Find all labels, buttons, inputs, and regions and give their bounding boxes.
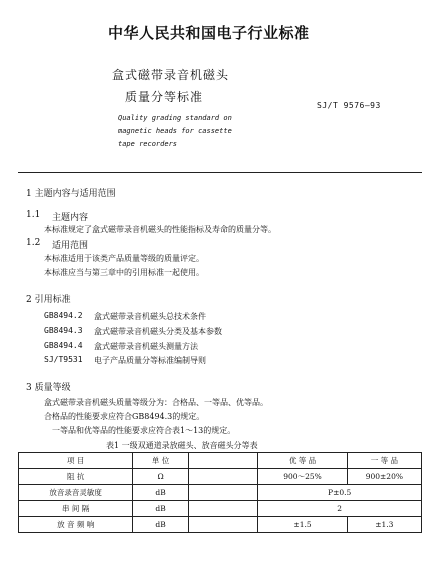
top-divider: [18, 172, 422, 173]
section-1-1-heading: 主题内容: [52, 213, 89, 223]
section-1-2-heading: 适用范围: [52, 241, 89, 251]
cell-unit: dB: [133, 501, 189, 517]
reference-code: GB8494.4: [44, 341, 83, 350]
table-header-row: [19, 453, 422, 469]
table-row: [19, 485, 422, 501]
cell-item: 阻 抗: [19, 469, 133, 485]
standard-header: 中华人民共和国电子行业标准: [108, 24, 310, 42]
cell-default: [188, 469, 257, 485]
cell-excellent: 900±20%: [347, 469, 421, 485]
section-1-2-number: 1.2: [26, 238, 41, 248]
reference-title: 电子产品质量分等标准编制导则: [94, 356, 206, 365]
cell-quality: ±1.5: [258, 517, 347, 533]
table-row: [19, 501, 422, 517]
cell-default: [188, 501, 257, 517]
section-1-heading: 1 主题内容与适用范围: [26, 189, 116, 199]
section-3-text: 一等品和优等品的性能要求应符合表1～13的规定。: [52, 426, 236, 435]
header-item: 项 目: [19, 453, 133, 469]
english-title-line1: Quality grading standard on: [118, 114, 232, 122]
table-caption: 表1 一级双通道录放磁头、放音磁头分等表: [106, 441, 258, 450]
section-1-2-text: 本标准应当与第三章中的引用标准一起使用。: [44, 268, 204, 277]
english-title-line3: tape recorders: [118, 140, 178, 148]
cell-item: 串 间 隔: [19, 501, 133, 517]
doc-title-line1: 盒式磁带录音机磁头: [112, 68, 230, 82]
table-row: [19, 469, 422, 485]
cell-default: [188, 485, 257, 501]
section-2-heading: 2 引用标准: [26, 295, 71, 305]
cell-merged-note: P±0.5: [258, 485, 422, 501]
cell-unit: dB: [133, 517, 189, 533]
doc-code: SJ/T 9576—93: [317, 101, 381, 110]
header-unit: 单 位: [133, 453, 189, 469]
cell-excellent: ±1.3: [347, 517, 421, 533]
section-1-2-text: 本标准适用于该类产品质量等级的质量评定。: [44, 254, 204, 263]
cell-unit: Ω: [133, 469, 189, 485]
doc-title-line2: 质量分等标准: [125, 90, 204, 104]
reference-title: 盒式磁带录音机磁头分类及基本参数: [94, 327, 222, 336]
section-3-text: 合格品的性能要求应符合GB8494.3的规定。: [44, 412, 205, 421]
cell-quality: 900～25%: [258, 469, 347, 485]
grading-table: [18, 452, 422, 533]
cell-excellent: 2: [258, 501, 422, 517]
cell-item: 放 音 频 响: [19, 517, 133, 533]
reference-code: GB8494.2: [44, 311, 83, 320]
cell-default: [188, 517, 257, 533]
header-excellent: 一 等 品: [347, 453, 421, 469]
reference-code: SJ/T9531: [44, 355, 83, 364]
header-blank: [188, 453, 257, 469]
table-row: [19, 517, 422, 533]
reference-title: 盒式磁带录音机磁头总技术条件: [94, 312, 206, 321]
english-title-line2: magnetic heads for cassette: [118, 127, 232, 135]
section-1-1-number: 1.1: [26, 210, 41, 220]
section-3-heading: 3 质量等级: [26, 383, 71, 393]
section-1-1-text: 本标准规定了盒式磁带录音机磁头的性能指标及寿命的质量分等。: [44, 225, 276, 234]
cell-unit: dB: [133, 485, 189, 501]
header-quality: 优 等 品: [258, 453, 347, 469]
reference-code: GB8494.3: [44, 326, 83, 335]
cell-item: 放音录音灵敏度: [19, 485, 133, 501]
reference-title: 盒式磁带录音机磁头测量方法: [94, 342, 198, 351]
section-3-text: 盒式磁带录音机磁头质量等级分为：合格品、一等品、优等品。: [44, 398, 268, 407]
